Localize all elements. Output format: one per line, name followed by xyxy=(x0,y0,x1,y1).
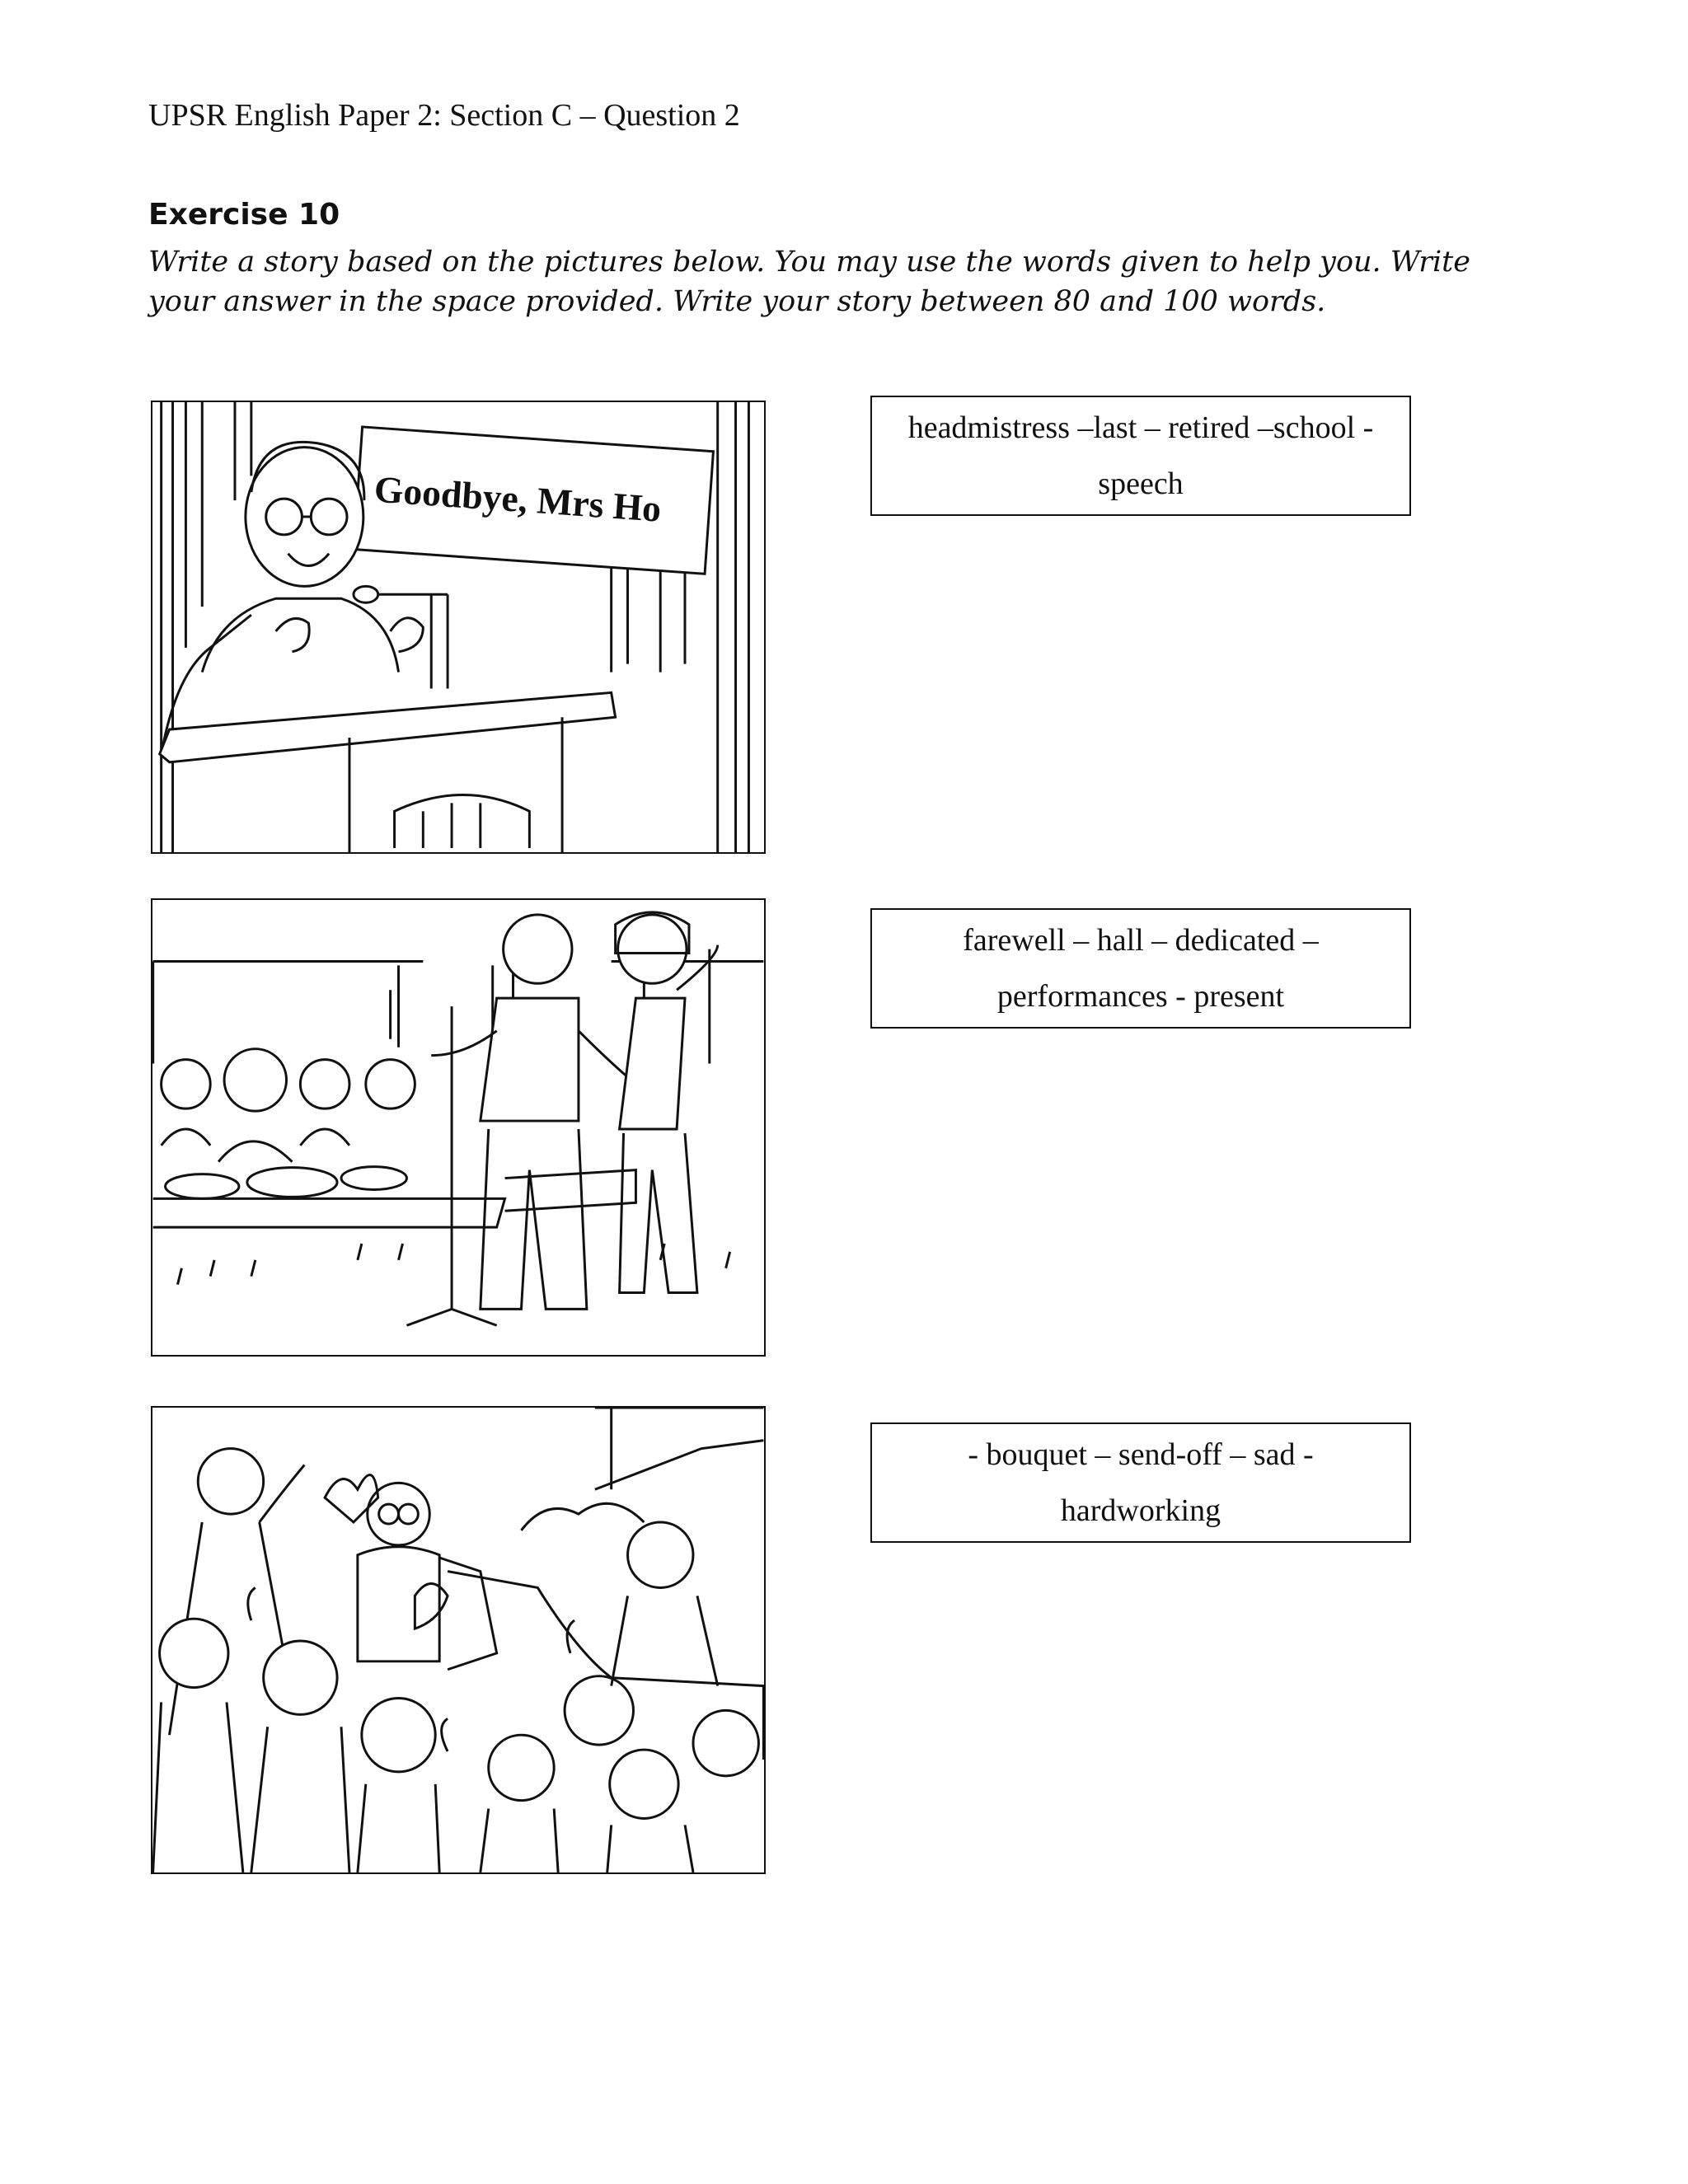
farewell-performance-illustration xyxy=(152,900,764,1355)
exercise-title: Exercise 10 xyxy=(148,198,340,232)
word-hints-box-3 xyxy=(870,1422,1411,1543)
word-hints-text-3: - bouquet – send-off – sad - hardworking xyxy=(968,1437,1314,1528)
send-off-illustration xyxy=(152,1408,764,1872)
word-hints-box-1 xyxy=(870,396,1411,516)
word-hints-box-2 xyxy=(870,908,1411,1029)
speech-illustration xyxy=(152,402,764,852)
word-hints-text-1: headmistress –last – retired –school - speech xyxy=(907,410,1374,501)
picture-panel-1 xyxy=(151,401,766,854)
page-header: UPSR English Paper 2: Section C – Question 2 xyxy=(148,98,740,133)
sign-text: Goodbye, Mrs Ho xyxy=(373,467,663,530)
picture-panel-2 xyxy=(151,898,766,1357)
word-hints-text-2: farewell – hall – dedicated – performances - present xyxy=(963,923,1319,1014)
exercise-instructions: Write a story based on the pictures below. You may use the words given to help you. Write your answer in the space provided. Write your story between 80 and 100 words. xyxy=(148,246,1470,318)
picture-panel-3 xyxy=(151,1406,766,1874)
